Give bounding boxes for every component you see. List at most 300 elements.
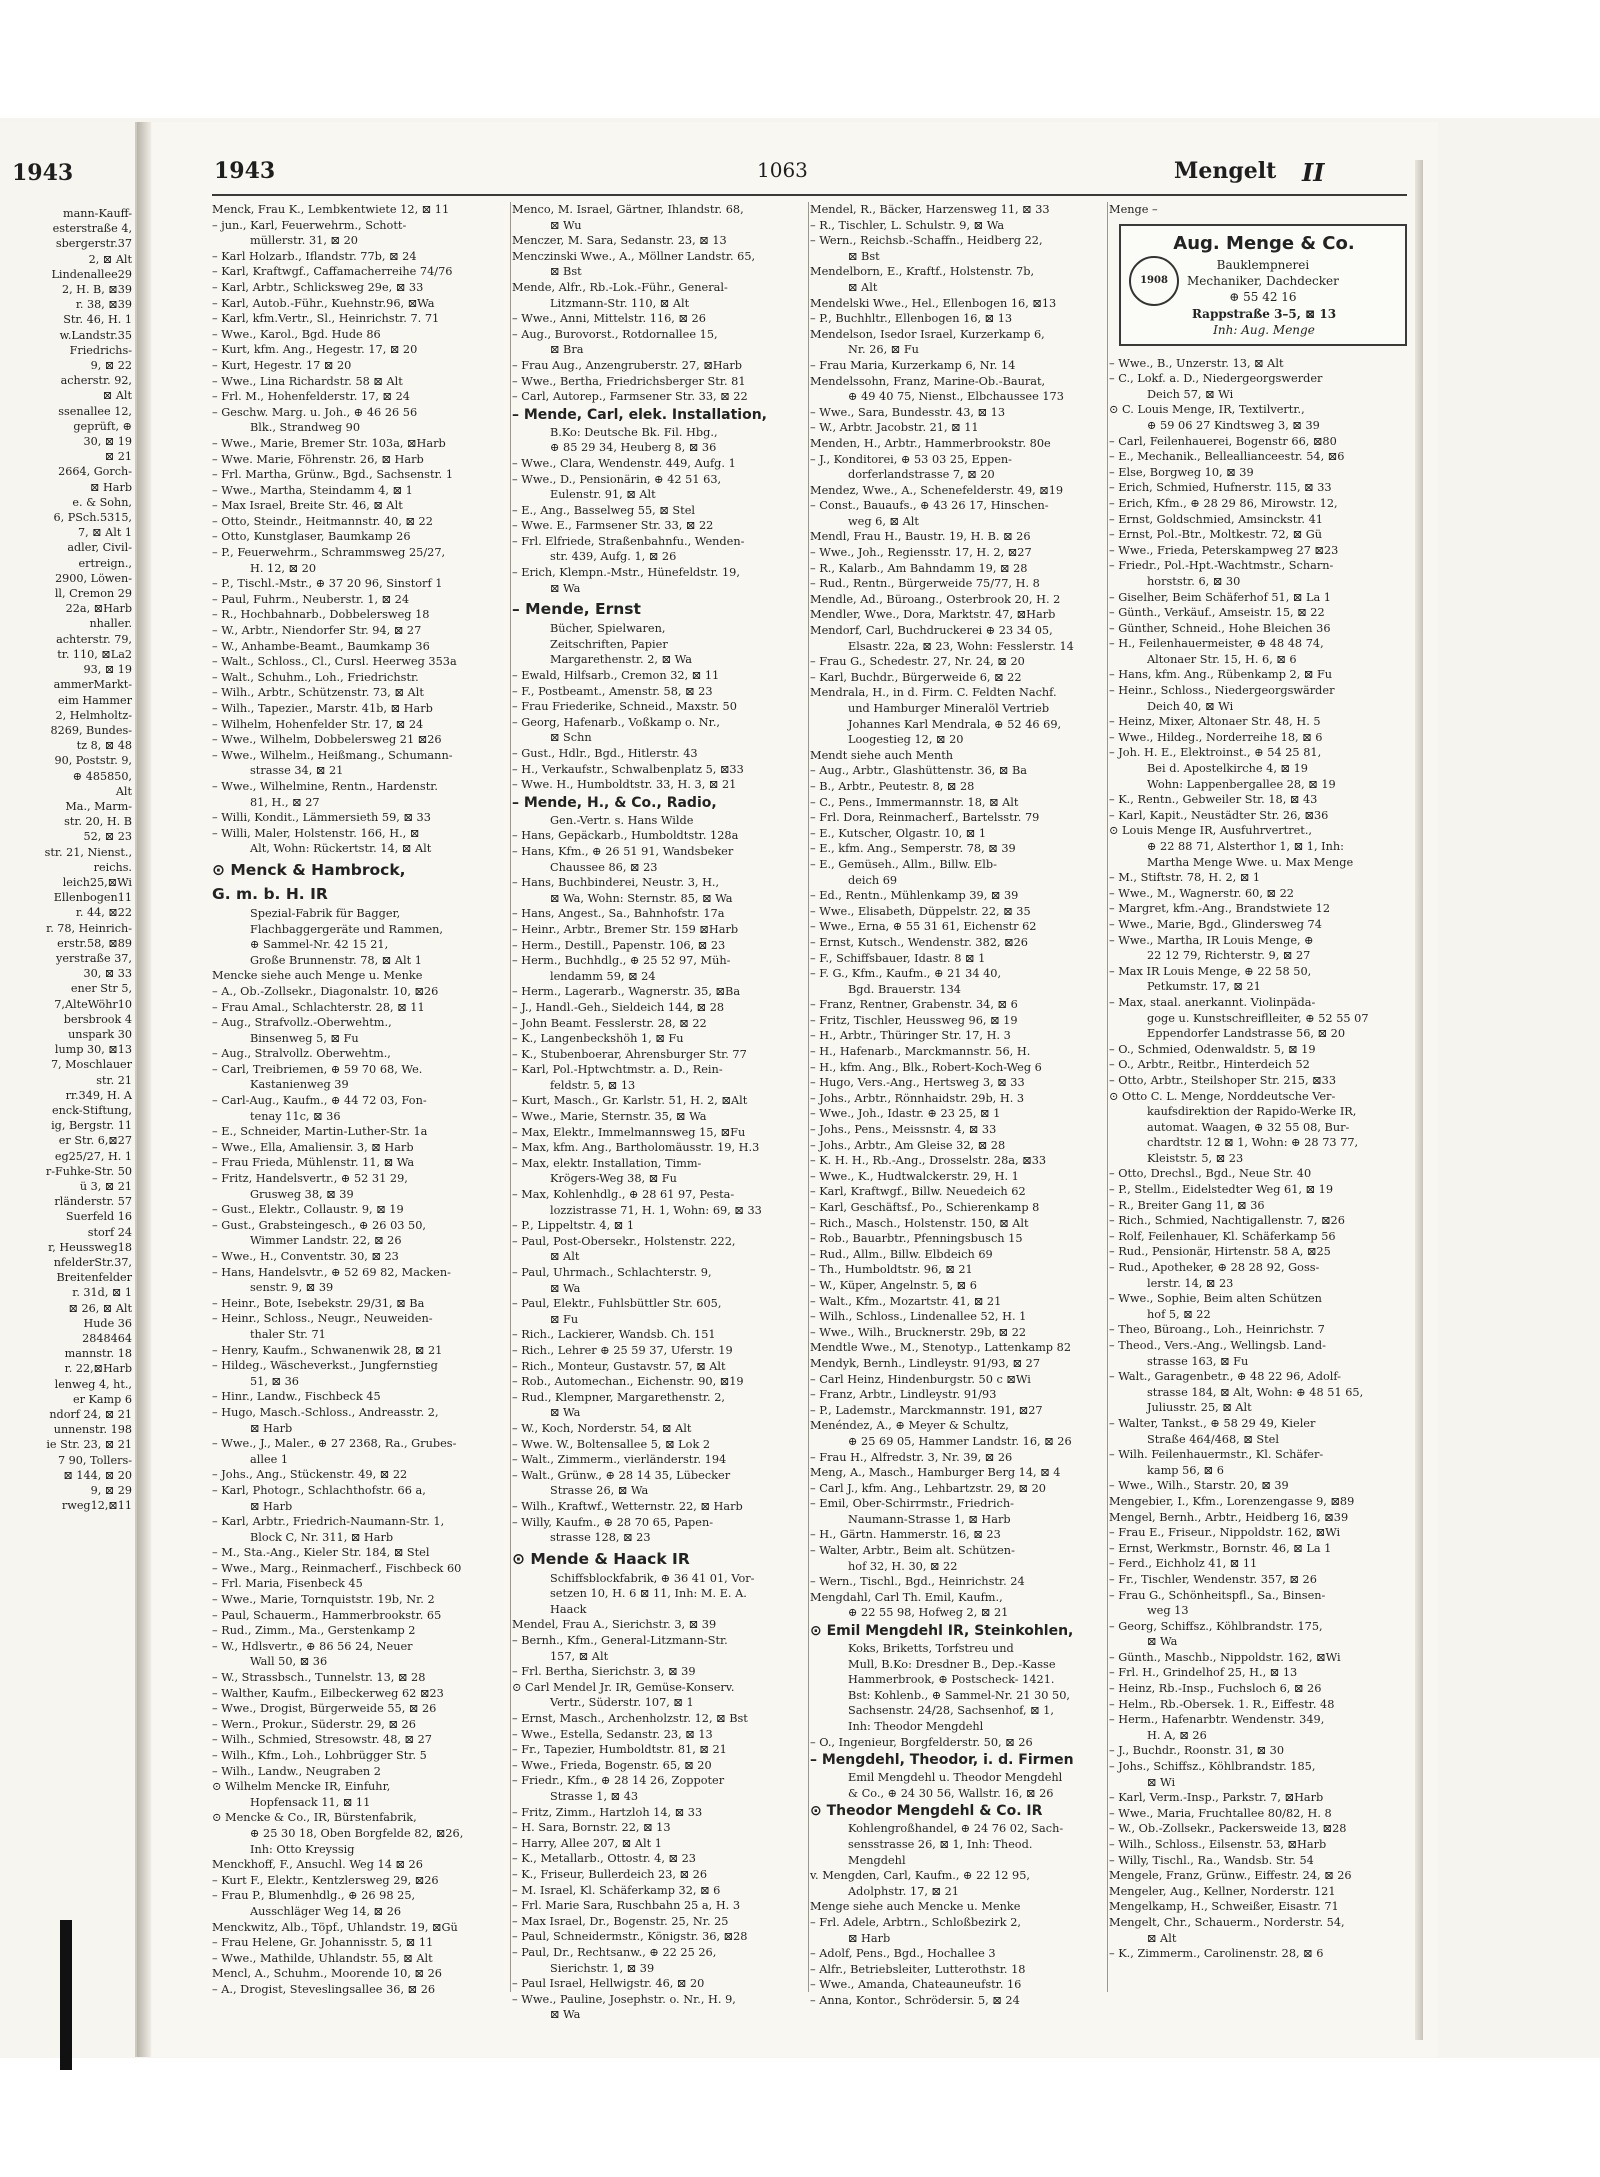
directory-entry: Mendel, Frau A., Sierichstr. 3, ⊠ 39 — [512, 1618, 717, 1632]
directory-entry: – Wwe., Anni, Mittelstr. 116, ⊠ 26 — [512, 312, 706, 326]
directory-entry: Wimmer Landstr. 22, ⊠ 26 — [250, 1234, 402, 1248]
directory-entry: 157, ⊠ Alt — [550, 1649, 609, 1663]
directory-entry: – Heinr., Schloss., Neugr., Neuweiden- — [212, 1312, 433, 1326]
directory-entry: strasse 34, ⊠ 21 — [250, 764, 344, 778]
directory-entry: – Karl, Geschäftsf., Po., Schierenkamp 8 — [810, 1201, 1040, 1214]
directory-entry: – Wwe., Hildeg., Norderreihe 18, ⊠ 6 — [1109, 730, 1323, 744]
directory-entry: tenay 11c, ⊠ 36 — [250, 1109, 341, 1123]
directory-entry: – Franz, Arbtr., Lindleystr. 91/93 — [810, 1388, 997, 1402]
directory-entry: – Georg, Schiffsz., Köhlbrandstr. 175, — [1109, 1619, 1323, 1633]
directory-entry: Mendyk, Bernh., Lindleystr. 91/93, ⊠ 27 — [810, 1356, 1041, 1370]
directory-entry: – H., Verkaufstr., Schwalbenplatz 5, ⊠33 — [512, 762, 744, 776]
directory-entry: – Wwe., Frieda, Bogenstr. 65, ⊠ 20 — [512, 1758, 712, 1772]
directory-entry: – Wilhelm, Hohenfelder Str. 17, ⊠ 24 — [212, 717, 424, 731]
directory-entry: ⊠ Fu — [550, 1312, 579, 1326]
directory-entry: – Heinr., Bote, Isebekstr. 29/31, ⊠ Ba — [212, 1296, 425, 1310]
left-page-line: r. 44, ⊠22 — [75, 906, 132, 920]
directory-entry: – Joh. H. E., Elektroinst., ⊕ 54 25 81, — [1109, 746, 1322, 760]
directory-entry: – W., Ob.-Zollsekr., Packersweide 13, ⊠28 — [1109, 1822, 1347, 1836]
directory-entry: ⊠ Bra — [550, 343, 584, 357]
directory-entry: ⊕ 22 88 71, Alsterthor 1, ⊠ 1, Inh: — [1147, 840, 1344, 853]
directory-entry: – Franz, Rentner, Grabenstr. 34, ⊠ 6 — [810, 998, 1018, 1012]
directory-entry: – Frau H., Alfredstr. 3, Nr. 39, ⊠ 26 — [810, 1450, 1013, 1464]
left-page-line: str. 20, H. B — [64, 815, 132, 829]
directory-entry: Alt, Wohn: Rückertstr. 14, ⊠ Alt — [250, 842, 432, 856]
left-page-line: r-Fuhke-Str. 50 — [45, 1164, 132, 1178]
directory-entry: ⊠ Wa — [550, 581, 581, 595]
directory-entry: hof 5, ⊠ 22 — [1147, 1307, 1211, 1321]
directory-entry: – Wwe., Marg., Reinmacherf., Fischbeck 60 — [212, 1561, 462, 1575]
directory-entry: Hopfensack 11, ⊠ 11 — [250, 1795, 371, 1809]
left-page-line: er Kamp 6 — [73, 1392, 132, 1406]
directory-entry: – Hugo, Masch.-Schloss., Andreasstr. 2, — [212, 1405, 439, 1419]
directory-column-4 — [1109, 202, 1409, 1992]
directory-firm-heading: ⊙ Theodor Mengdehl & Co. IR — [810, 1803, 1043, 1820]
directory-entry: – Kurt, Hegestr. 17 ⊠ 20 — [212, 358, 352, 372]
directory-firm-heading: ⊙ Emil Mengdehl IR, Steinkohlen, — [810, 1623, 1074, 1640]
directory-entry: – Wilh., Tapezier., Marstr. 41b, ⊠ Harb — [212, 702, 433, 715]
left-page-line: storf 24 — [87, 1225, 132, 1239]
left-page-line: 7,AlteWöhr10 — [54, 997, 132, 1011]
directory-entry: – Wilh., Schmied, Stresowstr. 48, ⊠ 27 — [212, 1733, 432, 1747]
directory-entry: – Wern., Tischl., Bgd., Heinrichstr. 24 — [810, 1575, 1025, 1589]
directory-entry: – Emil, Ober-Schirrmstr., Friedrich- — [810, 1497, 1014, 1511]
directory-entry: – W., Strassbsch., Tunnelstr. 13, ⊠ 28 — [212, 1671, 426, 1685]
directory-entry: – Willi, Maler, Holstenstr. 166, H., ⊠ — [212, 826, 420, 840]
directory-entry: ⊠ Schn — [550, 731, 592, 745]
directory-entry: – Wwe., Wilhelm, Dobbelersweg 21 ⊠26 — [212, 733, 442, 747]
directory-entry: – Walther, Kaufm., Eilbeckerweg 62 ⊠23 — [212, 1686, 444, 1700]
left-page-line: ammerMarkt- — [53, 678, 132, 692]
directory-entry: ⊙ C. Louis Menge, IR, Textilvertr., — [1109, 403, 1305, 417]
directory-entry: – Karl, Photogr., Schlachthofstr. 66 a, — [212, 1483, 426, 1497]
directory-entry: Mengelt, Chr., Schauerm., Norderstr. 54, — [1109, 1915, 1345, 1929]
directory-entry: – P., Tischl.-Mstr., ⊕ 37 20 96, Sinstorf 1 — [212, 577, 443, 591]
left-page-fragment — [0, 122, 137, 2057]
directory-entry: – Walter, Tankst., ⊕ 58 29 49, Kieler — [1109, 1416, 1316, 1430]
directory-entry: lozzistrasse 71, H. 1, Wohn: 69, ⊠ 33 — [550, 1203, 762, 1217]
directory-entry: ⊠ Wa, Wohn: Sternstr. 85, ⊠ Wa — [550, 891, 733, 905]
directory-entry: – Frl. Adele, Arbtrn., Schloßbezirk 2, — [810, 1915, 1022, 1929]
directory-entry: – Max Israel, Breite Str. 46, ⊠ Alt — [212, 499, 403, 513]
directory-entry: – Aug., Strafvollz.-Oberwehtm., — [212, 1016, 392, 1030]
directory-entry: – Otto, Arbtr., Steilshoper Str. 215, ⊠33 — [1109, 1073, 1337, 1087]
directory-entry: – Carl, Autorep., Farmsener Str. 33, ⊠ 22 — [512, 390, 748, 404]
directory-entry: – Fritz, Tischler, Heussweg 96, ⊠ 19 — [810, 1013, 1018, 1027]
left-page-line: yerstraße 37, — [56, 951, 132, 965]
directory-entry: deich 69 — [848, 873, 898, 887]
directory-entry: Kastanienweg 39 — [250, 1078, 349, 1092]
directory-entry: – Theod., Vers.-Ang., Wellingsb. Land- — [1109, 1339, 1326, 1352]
directory-entry: – Rud., Zimm., Ma., Gerstenkamp 2 — [212, 1624, 416, 1638]
directory-entry: ⊠ Harb — [250, 1421, 293, 1435]
directory-entry: – O., Arbtr., Reitbr., Hinterdeich 52 — [1109, 1058, 1310, 1072]
directory-entry: ⊙ Carl Mendel Jr. IR, Gemüse-Konserv. — [512, 1680, 735, 1694]
directory-entry: – Wwe., Marie, Bremer Str. 103a, ⊠Harb — [212, 436, 446, 450]
directory-entry: – Wilh., Arbtr., Schützenstr. 73, ⊠ Alt — [212, 686, 424, 700]
directory-entry: Große Brunnenstr. 78, ⊠ Alt 1 — [250, 953, 422, 967]
left-page-line: mannstr. 18 — [64, 1347, 132, 1361]
left-page-line: enck-Stiftung, — [52, 1103, 132, 1117]
directory-entry: – Wwe. H., Humboldtstr. 33, H. 3, ⊠ 21 — [512, 778, 737, 792]
directory-entry: – Wwe., J., Maler., ⊕ 27 2368, Ra., Grubes- — [212, 1437, 457, 1451]
directory-entry: – Walt., Kfm., Mozartstr. 41, ⊠ 21 — [810, 1294, 1002, 1308]
directory-entry: ⊙ Louis Menge IR, Ausfuhrvertret., — [1109, 824, 1313, 838]
directory-entry: Mendelski Wwe., Hel., Ellenbogen 16, ⊠13 — [810, 296, 1057, 310]
directory-entry: – Ferd., Eichholz 41, ⊠ 11 — [1109, 1557, 1258, 1571]
directory-entry: ⊠ Harb — [848, 1931, 891, 1945]
left-page-line: w.Landstr.35 — [59, 328, 132, 342]
directory-entry: – Frau P., Blumenhdlg., ⊕ 26 98 25, — [212, 1889, 416, 1903]
directory-entry: strasse 184, ⊠ Alt, Wohn: ⊕ 48 51 65, — [1147, 1385, 1364, 1399]
directory-entry: Mengeler, Aug., Kellner, Norderstr. 121 — [1109, 1884, 1336, 1898]
directory-entry: Blk., Strandweg 90 — [250, 421, 361, 435]
directory-entry: – Frl. Maria, Fisenbeck 45 — [212, 1577, 363, 1591]
directory-entry: – Max IR Louis Menge, ⊕ 22 58 50, — [1109, 964, 1312, 978]
directory-entry: Mendelborn, E., Kraftf., Holstenstr. 7b, — [810, 265, 1035, 279]
directory-entry: Menck, Frau K., Lembkentwiete 12, ⊠ 11 — [212, 203, 450, 216]
directory-entry: – Max, Kohlenhdlg., ⊕ 28 61 97, Pesta- — [512, 1188, 735, 1202]
directory-entry: – K., Metallarb., Ottostr. 4, ⊠ 23 — [512, 1852, 696, 1866]
left-page-line: Friedrichs- — [69, 343, 132, 357]
directory-entry: Mendler, Wwe., Dora, Marktstr. 47, ⊠Harb — [810, 608, 1056, 622]
left-page-line: 7, ⊠ Alt 1 — [78, 526, 132, 540]
directory-entry: sensstrasse 26, ⊠ 1, Inh: Theod. — [848, 1837, 1033, 1851]
advertisement-line: Bauklempnerei — [1216, 257, 1310, 272]
directory-entry: – Otto, Kunstglaser, Baumkamp 26 — [212, 530, 411, 544]
directory-entry: – Rich., Masch., Holstenstr. 150, ⊠ Alt — [810, 1216, 1029, 1230]
directory-entry: Menge siehe auch Mencke u. Menke — [810, 1900, 1021, 1914]
directory-entry: – K., Friseur, Bullerdeich 23, ⊠ 26 — [512, 1867, 708, 1881]
directory-entry: – Hans, Handelsvtr., ⊕ 52 69 82, Macken- — [212, 1265, 451, 1279]
directory-entry: – Ewald, Hilfsarb., Cremon 32, ⊠ 11 — [512, 669, 720, 683]
advertisement-title: Aug. Menge & Co. — [1173, 232, 1355, 254]
directory-entry: – Wwe., Wilhelmine, Rentn., Hardenstr. — [212, 779, 438, 793]
left-page-line: r. 78, Heinrich- — [46, 921, 132, 935]
column-divider — [510, 202, 511, 1992]
directory-entry: – Frau Frieda, Mühlenstr. 11, ⊠ Wa — [212, 1156, 415, 1170]
left-page-line: leich25,⊠Wi — [62, 875, 132, 889]
left-page-line: ener Str 5, — [70, 982, 132, 996]
directory-entry: ⊠ Wu — [550, 218, 582, 232]
directory-entry: – Ernst, Kutsch., Wendenstr. 382, ⊠26 — [810, 935, 1028, 949]
directory-entry: – Friedr., Kfm., ⊕ 28 14 26, Zoppoter — [512, 1774, 725, 1788]
left-page-line: r. 22,⊠Harb — [64, 1362, 132, 1376]
left-page-line: lump 30, ⊠13 — [54, 1043, 132, 1057]
directory-entry: – Erich, Schmied, Hufnerstr. 115, ⊠ 33 — [1109, 481, 1332, 495]
directory-entry: – Rich., Monteur, Gustavstr. 57, ⊠ Alt — [512, 1359, 726, 1373]
directory-entry: – H., Arbtr., Thüringer Str. 17, H. 3 — [810, 1029, 1011, 1043]
left-page-line: 6, PSch.5315, — [53, 511, 132, 525]
directory-entry: – H. Sara, Bornstr. 22, ⊠ 13 — [512, 1821, 671, 1835]
directory-entry: – Wwe., Sophie, Beim alten Schützen — [1109, 1292, 1322, 1306]
directory-entry: Mendel, R., Bäcker, Harzensweg 11, ⊠ 33 — [810, 203, 1050, 216]
directory-entry: – R., Kalarb., Am Bahndamm 19, ⊠ 28 — [810, 561, 1028, 575]
directory-entry: – Hildeg., Wäscheverkst., Jungfernstieg — [212, 1359, 438, 1373]
directory-entry: Mengebier, I., Kfm., Lorenzengasse 9, ⊠89 — [1109, 1494, 1355, 1508]
directory-entry: – Fr., Tapezier, Humboldtstr. 81, ⊠ 21 — [512, 1743, 727, 1757]
directory-entry: – Wwe., Joh., Idastr. ⊕ 23 25, ⊠ 1 — [810, 1107, 1001, 1121]
directory-entry: – Otto, Drechsl., Bgd., Neue Str. 40 — [1109, 1167, 1312, 1181]
left-page-year: 1943 — [12, 160, 74, 186]
directory-entry: – Wwe. E., Farmsener Str. 33, ⊠ 22 — [512, 519, 714, 533]
directory-entry: – R., Hochbahnarb., Dobbelersweg 18 — [212, 608, 430, 622]
directory-entry: – Wwe., Martha, IR Louis Menge, ⊕ — [1109, 933, 1314, 947]
directory-entry: – Wilh., Schloss., Eilsenstr. 53, ⊠Harb — [1109, 1838, 1327, 1851]
directory-entry: Kleiststr. 5, ⊠ 23 — [1147, 1151, 1244, 1165]
directory-entry: – Herm., Buchhdlg., ⊕ 25 52 97, Müh- — [512, 954, 731, 968]
directory-entry: – Georg, Hafenarb., Voßkamp o. Nr., — [512, 715, 721, 729]
left-page-line: eim Hammer — [58, 693, 132, 707]
directory-entry: – Rich., Lackierer, Wandsb. Ch. 151 — [512, 1328, 716, 1342]
directory-entry: Mull, B.Ko: Dresdner B., Dep.-Kasse — [848, 1657, 1056, 1671]
advertisement-box — [1119, 224, 1407, 346]
directory-entry: Mendelssohn, Franz, Marine-Ob.-Baurat, — [810, 374, 1046, 388]
directory-entry: – H., Hafenarb., Marckmannstr. 56, H. — [810, 1045, 1031, 1059]
directory-entry: – Max Israel, Dr., Bogenstr. 25, Nr. 25 — [512, 1914, 729, 1928]
directory-entry: – Paul Israel, Hellwigstr. 46, ⊠ 20 — [512, 1977, 705, 1991]
directory-entry: – Ed., Rentn., Mühlenkamp 39, ⊠ 39 — [810, 889, 1019, 903]
directory-entry: kaufsdirektion der Rapido-Werke IR, — [1147, 1105, 1357, 1119]
left-page-line: unnenstr. 198 — [53, 1423, 132, 1437]
left-page-line: r. 31d, ⊠ 1 — [72, 1286, 132, 1300]
directory-entry: – Wilh., Landw., Neugraben 2 — [212, 1764, 381, 1778]
directory-entry: Menczer, M. Sara, Sedanstr. 23, ⊠ 13 — [512, 234, 727, 248]
directory-entry: – Wern., Reichsb.-Schaffn., Heidberg 22, — [810, 234, 1043, 248]
directory-entry: – Wwe., D., Pensionärin, ⊕ 42 51 63, — [512, 472, 722, 486]
directory-entry: – Ernst, Goldschmied, Amsinckstr. 41 — [1109, 512, 1323, 526]
directory-entry: – R., Breiter Gang 11, ⊠ 36 — [1109, 1198, 1265, 1212]
left-page-line: 52, ⊠ 23 — [83, 830, 132, 844]
company-seal-icon: 1908 — [1129, 256, 1179, 306]
left-page-line: tz 8, ⊠ 48 — [76, 739, 132, 753]
left-page-line: er Str. 6,⊠27 — [58, 1134, 132, 1148]
directory-entry: – Ernst, Pol.-Btr., Moltkestr. 72, ⊠ Gü — [1109, 528, 1323, 542]
directory-entry: – Herm., Lagerarb., Wagnerstr. 35, ⊠Ba — [512, 985, 741, 999]
directory-entry: – Giselher, Beim Schäferhof 51, ⊠ La 1 — [1109, 590, 1331, 604]
left-page-line: 9, ⊠ 29 — [90, 1484, 132, 1498]
directory-entry: Elsastr. 22a, ⊠ 23, Wohn: Fesslerstr. 14 — [848, 639, 1074, 653]
guide-word-suffix: II — [1302, 158, 1325, 187]
directory-entry: – Johs., Schiffsz., Köhlbrandstr. 185, — [1109, 1760, 1316, 1774]
directory-entry: – Wwe., Amanda, Chateauneufstr. 16 — [810, 1978, 1022, 1992]
directory-entry: – Wilh., Schloss., Lindenallee 52, H. 1 — [810, 1310, 1027, 1324]
left-page-line: sbergerstr.37 — [55, 237, 132, 251]
directory-entry: – Paul, Dr., Rechtsanw., ⊕ 22 25 26, — [512, 1945, 717, 1959]
directory-entry: Strasse 1, ⊠ 43 — [550, 1790, 639, 1803]
directory-entry: – Adolf, Pens., Bgd., Hochallee 3 — [810, 1947, 996, 1961]
left-page-line: nhaller. — [89, 617, 132, 631]
directory-entry: goge u. Kunstschreiflleiter, ⊕ 52 55 07 — [1147, 1011, 1369, 1025]
left-page-line: Str. 46, H. 1 — [63, 313, 132, 327]
directory-entry: – J., Handl.-Geh., Sieldeich 144, ⊠ 28 — [512, 1000, 725, 1014]
directory-entry: – Wwe., Mathilde, Uhlandstr. 55, ⊠ Alt — [212, 1951, 433, 1965]
directory-entry: – Paul, Uhrmach., Schlachterstr. 9, — [512, 1266, 712, 1279]
directory-entry: Nr. 26, ⊠ Fu — [848, 343, 919, 357]
page-year: 1943 — [214, 158, 276, 184]
left-page-line: ü 3, ⊠ 21 — [79, 1180, 132, 1193]
directory-entry: – Carl Heinz, Hindenburgstr. 50 c ⊠Wi — [810, 1372, 1031, 1386]
directory-entry: Bgd. Brauerstr. 134 — [848, 982, 961, 996]
directory-entry: Krögers-Weg 38, ⊠ Fu — [550, 1172, 677, 1186]
directory-entry: – Herm., Hafenarbtr. Wendenstr. 349, — [1109, 1713, 1325, 1727]
directory-entry: lendamm 59, ⊠ 24 — [550, 969, 656, 983]
directory-entry: – Wilh., Kfm., Loh., Lohbrügger Str. 5 — [212, 1749, 427, 1762]
left-page-line: r, Heussweg18 — [48, 1240, 132, 1254]
directory-entry: Naumann-Strasse 1, ⊠ Harb — [848, 1512, 1011, 1526]
directory-entry: – W., Küper, Angelnstr. 5, ⊠ 6 — [810, 1278, 977, 1292]
directory-entry: Eppendorfer Landstrasse 56, ⊠ 20 — [1147, 1027, 1346, 1041]
directory-entry: – Wern., Prokur., Süderstr. 29, ⊠ 26 — [212, 1717, 416, 1731]
directory-entry: Mengele, Franz, Grünw., Eiffestr. 24, ⊠ 26 — [1109, 1869, 1352, 1883]
directory-entry: setzen 10, H. 6 ⊠ 11, Inh: M. E. A. — [550, 1587, 747, 1601]
directory-entry: – Fritz, Zimm., Hartzloh 14, ⊠ 33 — [512, 1805, 703, 1819]
directory-entry: – Willi, Kondit., Lämmersieth 59, ⊠ 33 — [212, 811, 431, 825]
directory-entry: – Willy, Tischl., Ra., Wandsb. Str. 54 — [1109, 1853, 1314, 1867]
directory-entry: – Hans, Kfm., ⊕ 26 51 91, Wandsbeker — [512, 844, 734, 858]
directory-entry: B.Ko: Deutsche Bk. Fil. Hbg., — [550, 425, 718, 439]
directory-entry: – Rob., Automechan., Eichenstr. 90, ⊠19 — [512, 1375, 744, 1389]
directory-entry: – P., Stellm., Eidelstedter Weg 61, ⊠ 19 — [1109, 1183, 1334, 1197]
directory-entry: – Frau Amal., Schlachterstr. 28, ⊠ 11 — [212, 1000, 425, 1014]
directory-entry: ⊠ Alt — [1147, 1931, 1177, 1945]
directory-entry: senstr. 9, ⊠ 39 — [250, 1281, 334, 1295]
directory-entry: Haack — [550, 1602, 587, 1616]
directory-entry: – M., Sta.-Ang., Kieler Str. 184, ⊠ Stel — [212, 1546, 430, 1560]
directory-entry: – Kurt, kfm. Ang., Hegestr. 17, ⊠ 20 — [212, 343, 418, 357]
directory-entry: – Karl, Verm.-Insp., Parkstr. 7, ⊠Harb — [1109, 1791, 1324, 1805]
left-page-line: ⊠ 144, ⊠ 20 — [63, 1468, 132, 1482]
directory-firm-heading: G. m. b. H. IR — [212, 884, 328, 903]
directory-entry: ⊠ Harb — [250, 1499, 293, 1513]
directory-entry: – Frau G., Schedestr. 27, Nr. 24, ⊠ 20 — [810, 655, 1025, 669]
directory-entry: – Wwe., Wilh., Brucknerstr. 29b, ⊠ 22 — [810, 1325, 1027, 1339]
directory-entry: – E., Schneider, Martin-Luther-Str. 1a — [212, 1125, 428, 1139]
directory-entry: – Frau E., Friseur., Nippoldstr. 162, ⊠Wi — [1109, 1526, 1341, 1540]
directory-entry: – Paul, Post-Obersekr., Holstenstr. 222, — [512, 1234, 736, 1248]
left-page-line: rländerstr. 57 — [54, 1195, 132, 1209]
directory-entry: – Wwe., Marie, Bgd., Glindersweg 74 — [1109, 917, 1322, 931]
directory-entry: – A., Ob.-Zollsekr., Diagonalstr. 10, ⊠26 — [212, 984, 439, 998]
left-page-line: r. 38, ⊠39 — [75, 298, 132, 312]
directory-firm-heading: – Mende, Carl, elek. Installation, — [512, 406, 767, 423]
directory-entry: – Wwe., H., Conventstr. 30, ⊠ 23 — [212, 1250, 399, 1263]
directory-entry: – B., Arbtr., Peutestr. 8, ⊠ 28 — [810, 779, 975, 793]
left-page-line: rweg12,⊠11 — [61, 1499, 132, 1513]
directory-entry: – Herm., Destill., Papenstr. 106, ⊠ 23 — [512, 938, 726, 952]
left-page-line: ⊕ 485850, — [72, 769, 132, 783]
left-page-line: ertreign., — [78, 556, 132, 570]
directory-entry: – Helm., Rb.-Obersek. 1. R., Eiffestr. 48 — [1109, 1697, 1335, 1711]
directory-entry: Flachbaggergeräte und Rammen, — [250, 922, 444, 936]
directory-entry: – Hans, Gepäckarb., Humboldtstr. 128a — [512, 829, 739, 843]
left-page-line: ndorf 24, ⊠ 21 — [49, 1408, 132, 1422]
directory-entry: Litzmann-Str. 110, ⊠ Alt — [550, 296, 690, 310]
directory-entry: – Carl J., kfm. Ang., Lehbartzstr. 29, ⊠ 20 — [810, 1481, 1046, 1495]
directory-entry: allee 1 — [250, 1452, 289, 1466]
directory-firm-heading: – Mende, Ernst — [512, 600, 641, 619]
directory-column-2 — [512, 202, 810, 2022]
directory-entry: Binsenweg 5, ⊠ Fu — [250, 1031, 359, 1045]
directory-entry: – M., Stiftstr. 78, H. 2, ⊠ 1 — [1109, 871, 1261, 885]
left-page-line: adler, Civil- — [67, 541, 132, 555]
directory-entry: – Rolf, Feilenhauer, Kl. Schäferkamp 56 — [1109, 1229, 1336, 1243]
directory-entry: – K., Zimmerm., Carolinenstr. 28, ⊠ 6 — [1109, 1947, 1324, 1961]
left-page-line: 9, ⊠ 22 — [90, 359, 132, 373]
directory-entry: Mendl, Frau H., Baustr. 19, H. B. ⊠ 26 — [810, 530, 1031, 544]
directory-entry: Inh: Theodor Mengdehl — [848, 1720, 984, 1733]
directory-entry: – Günth., Maschb., Nippoldstr. 162, ⊠Wi — [1109, 1650, 1341, 1664]
directory-entry: – Friedr., Pol.-Hpt.-Wachtmstr., Scharn- — [1109, 559, 1334, 573]
directory-entry: – Gust., Hdlr., Bgd., Hitlerstr. 43 — [512, 747, 698, 760]
directory-entry: – Wilh. Feilenhauermstr., Kl. Schäfer- — [1109, 1448, 1324, 1462]
left-page-line: ssenallee 12, — [58, 404, 132, 418]
directory-entry: – M. Israel, Kl. Schäferkamp 32, ⊠ 6 — [512, 1883, 721, 1897]
directory-entry: Mendt siehe auch Menth — [810, 748, 954, 762]
directory-entry: Mendelson, Isedor Israel, Kurzerkamp 6, — [810, 327, 1045, 341]
directory-entry: – E., Mechanik., Belleallianceestr. 54, ⊠6 — [1109, 450, 1345, 464]
directory-entry: – jun., Karl, Feuerwehrm., Schott- — [212, 218, 407, 232]
left-page-text-column — [0, 206, 135, 1513]
left-page-line: unspark 30 — [68, 1027, 132, 1041]
directory-entry: kamp 56, ⊠ 6 — [1147, 1463, 1224, 1477]
directory-entry: Mendez, Wwe., A., Schenefelderstr. 49, ⊠19 — [810, 483, 1064, 497]
directory-entry: Spezial-Fabrik für Bagger, — [250, 906, 401, 920]
directory-entry: – P., Lippeltstr. 4, ⊠ 1 — [512, 1219, 635, 1233]
directory-entry: Sierichstr. 1, ⊠ 39 — [550, 1961, 655, 1975]
left-page-line: 7, Moschlauer — [50, 1058, 132, 1072]
directory-entry: – Karl, Arbtr., Friedrich-Naumann-Str. 1, — [212, 1515, 445, 1529]
directory-entry: ⊕ 49 40 75, Nienst., Elbchaussee 173 — [848, 390, 1064, 404]
directory-entry: ⊠ Alt — [848, 280, 878, 294]
left-page-line: 22a, ⊠Harb — [65, 602, 132, 616]
directory-entry: – Frau Maria, Kurzerkamp 6, Nr. 14 — [810, 358, 1016, 372]
left-page-line: erstr.58, ⊠89 — [57, 936, 132, 950]
directory-entry: – F., Postbeamt., Amenstr. 58, ⊠ 23 — [512, 684, 713, 698]
directory-firm-heading: – Mende, H., & Co., Radio, — [512, 794, 717, 811]
left-page-line: acherstr. 92, — [60, 374, 132, 388]
directory-entry: Martha Menge Wwe. u. Max Menge — [1147, 855, 1354, 869]
left-page-line: ⊠ 26, ⊠ Alt — [68, 1301, 132, 1315]
directory-entry: Menéndez, A., ⊕ Meyer & Schultz, — [810, 1419, 1009, 1433]
directory-entry: – Willy, Kaufm., ⊕ 28 70 65, Papen- — [512, 1515, 714, 1529]
directory-entry: – Johs., Arbtr., Am Gleise 32, ⊠ 28 — [810, 1138, 1006, 1152]
advertisement-address: Rappstraße 3–5, ⊠ 13 — [1191, 306, 1337, 321]
directory-entry: – Fr., Tischler, Wendenstr. 357, ⊠ 26 — [1109, 1572, 1317, 1586]
left-page-line: 2848464 — [82, 1332, 132, 1346]
directory-entry: – K., Rentn., Gebweiler Str. 18, ⊠ 43 — [1109, 793, 1318, 807]
directory-entry: – P., Buchhltr., Ellenbogen 16, ⊠ 13 — [810, 312, 1013, 326]
left-page-line: nfelderStr.37, — [53, 1256, 132, 1270]
directory-entry: ⊠ Bst — [848, 249, 880, 263]
directory-firm-heading: ⊙ Menck & Hambrock, — [212, 860, 406, 879]
directory-entry: – Karl, Buchdr., Bürgerweide 6, ⊠ 22 — [810, 670, 1022, 684]
directory-entry: – C., Pens., Immermannstr. 18, ⊠ Alt — [810, 795, 1019, 809]
directory-entry: – Rud., Allm., Billw. Elbdeich 69 — [810, 1247, 993, 1261]
directory-entry: v. Mengden, Carl, Kaufm., ⊕ 22 12 95, — [810, 1869, 1031, 1883]
directory-entry: Menckhoff, F., Ansuchl. Weg 14 ⊠ 26 — [212, 1858, 423, 1872]
directory-entry: – Wwe., Clara, Wendenstr. 449, Aufg. 1 — [512, 456, 736, 470]
directory-firm-heading: ⊙ Mende & Haack IR — [512, 1549, 690, 1568]
left-page-line: Breitenfelder — [56, 1271, 132, 1285]
left-page-line: Ellenbogen11 — [53, 891, 132, 905]
left-page-line: Ma., Marm- — [65, 799, 132, 813]
directory-entry: – Rud., Pensionär, Hirtenstr. 58 A, ⊠25 — [1109, 1245, 1331, 1259]
directory-entry: horststr. 6, ⊠ 30 — [1147, 574, 1241, 588]
directory-entry: Menczinski Wwe., A., Möllner Landstr. 65, — [512, 249, 756, 263]
directory-entry: – A., Drogist, Steveslingsallee 36, ⊠ 26 — [212, 1982, 436, 1996]
directory-entry: – Karl, Arbtr., Schlicksweg 29e, ⊠ 33 — [212, 280, 424, 294]
